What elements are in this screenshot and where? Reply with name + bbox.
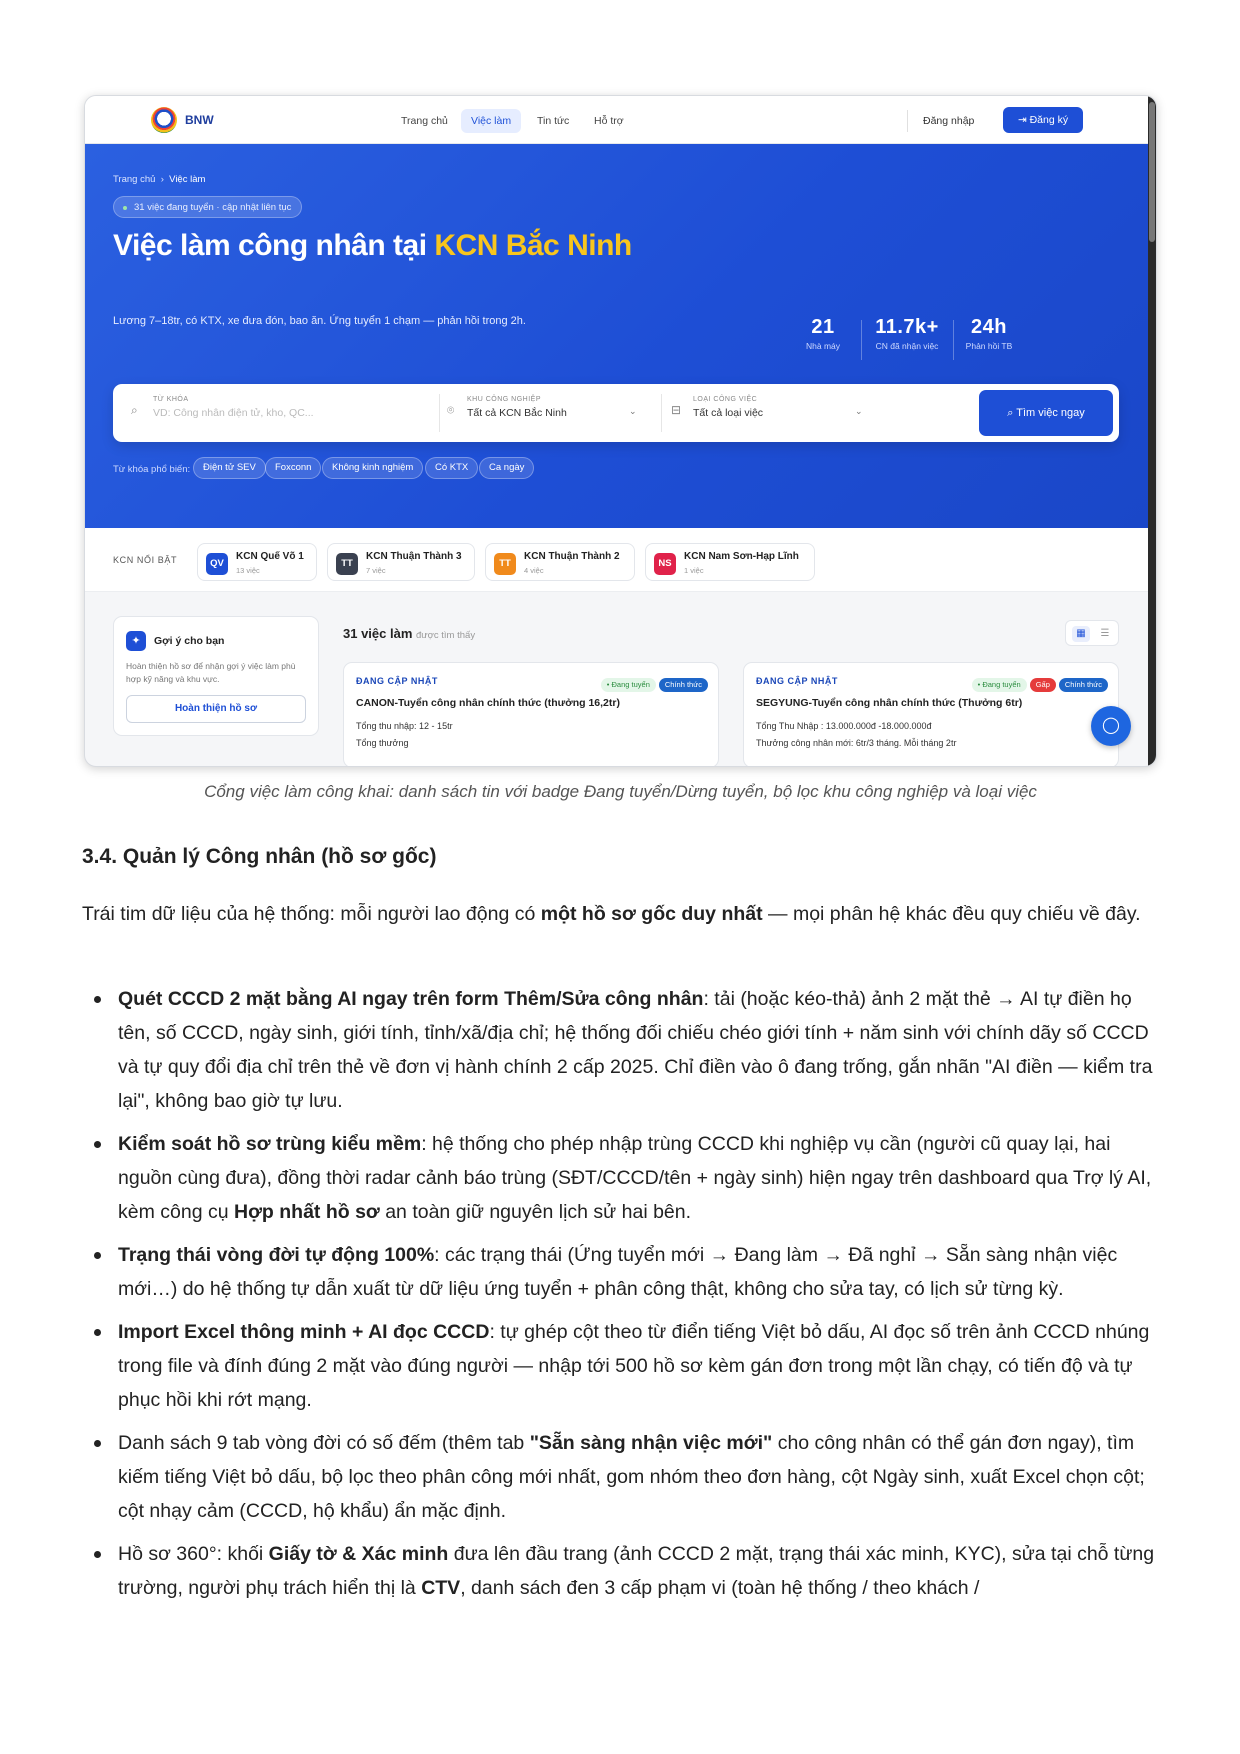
stat-factories-label: Nhà máy: [805, 341, 840, 351]
keyword-chip[interactable]: Ca ngày: [479, 457, 534, 479]
zone-job-count: 7 việc: [366, 566, 386, 575]
zone-job-count: 1 việc: [684, 566, 704, 575]
list-item: [82, 1537, 1166, 1605]
bold-text: Trạng thái vòng đời tự động 100%: [118, 1244, 435, 1266]
hero-title-highlight: KCN Bắc Ninh: [434, 229, 632, 262]
bold-text: một hồ sơ gốc duy nhất: [540, 903, 763, 925]
briefcase-icon: ⊟: [671, 403, 682, 417]
zone-badge: TT: [494, 553, 516, 575]
text-run: : các trạng thái (Ứng tuyển mới → Đang làm → Đã nghỉ → Sẵn sàng nhận việc mới…) do hệ thống tự dẫn xuất từ dữ liệu ứng tuyển + phân công thật, không cho sửa tay, có lịch sử từng kỳ.: [118, 1244, 1118, 1300]
login-arrow-icon: ⇥: [1017, 114, 1030, 126]
breadcrumb-separator: ›: [160, 174, 164, 185]
complete-profile-button[interactable]: Hoàn thiện hồ sơ: [126, 695, 306, 723]
nav-item-support[interactable]: Hỗ trợ: [594, 115, 624, 127]
text-run: : tự ghép cột theo từ điển tiếng Việt bỏ dấu, AI đọc số trên ảnh CCCD nhúng trong file và đính đúng 2 mặt vào đúng người — nhập tới 500 hồ sơ kèm gán đơn trong một lần chạy, có tiến độ và tự phục hồi khi rớt mạng.: [118, 1321, 1150, 1411]
job-title[interactable]: CANON-Tuyển công nhân chính thức (thưởng 16,2tr): [356, 697, 620, 709]
stat-response-label: Phản hồi TB: [965, 341, 1013, 351]
zone-badge: QV: [206, 553, 228, 575]
job-income: Tổng Thu Nhập : 13.000.000đ -18.000.000đ: [756, 721, 932, 731]
zone-card[interactable]: [327, 543, 475, 581]
bold-text: Hợp nhất hồ sơ: [233, 1201, 380, 1223]
text-run: : hệ thống cho phép nhập trùng CCCD khi nghiệp vụ cần (người cũ quay lại, hai nguồn cùng đưa), đồng thời radar cảnh báo trùng (SĐT/CCCD/tên + ngày sinh) hiện ngay trên dashboard qua Trợ lý AI, kèm công cụ: [118, 1133, 1152, 1223]
stat-response: [955, 316, 1023, 351]
job-title[interactable]: SEGYUNG-Tuyển công nhân chính thức (Thưởng 6tr): [756, 697, 1023, 709]
keyword-chip[interactable]: Foxconn: [265, 457, 321, 479]
text-run: Danh sách 9 tab vòng đời có số đếm (thêm tab: [118, 1432, 530, 1454]
zone-card[interactable]: [197, 543, 317, 581]
text-run: : tải (hoặc kéo-thả) ảnh 2 mặt thẻ → AI tự điền họ tên, số CCCD, ngày sinh, giới tính, tỉnh/xã/địa chỉ; hệ thống đối chiếu chéo giới tính + năm sinh với chính dãy số CCCD và tự quy đổi địa chỉ trên thẻ về đơn vị hành chính 2 cấp 2025. Chỉ điền vào ô đang trống, gắn nhãn "AI điền — kiểm tra lại", không bao giờ tự lưu.: [118, 988, 1153, 1112]
featured-zones-label: KCN NỔI BẬT: [113, 555, 178, 565]
search-button-label: Tìm việc ngay: [1016, 407, 1085, 419]
register-button[interactable]: [1003, 107, 1083, 133]
suggestion-title: Gợi ý cho bạn: [154, 635, 225, 647]
section-heading: 3.4. Quản lý Công nhân (hồ sơ gốc): [82, 845, 437, 868]
grid-view-icon[interactable]: ▦: [1072, 626, 1090, 642]
job-tags: [598, 674, 708, 692]
zone-job-count: 13 việc: [236, 566, 260, 575]
zone-select[interactable]: [467, 396, 637, 419]
stat-factories: [791, 316, 855, 351]
status-badge: • Đang tuyển: [972, 678, 1027, 692]
zone-card[interactable]: [485, 543, 635, 581]
job-tags: [969, 674, 1108, 692]
hero-title: [113, 228, 633, 264]
zone-name: KCN Quế Võ 1: [236, 551, 304, 562]
job-update-status: ĐANG CẬP NHẬT: [756, 676, 838, 686]
search-icon: ⌕: [131, 403, 138, 417]
scrollbar[interactable]: [1148, 96, 1156, 767]
text-run: Trái tim dữ liệu của hệ thống: mỗi người lao động có: [82, 903, 541, 925]
keyword-chip[interactable]: Điện tử SEV: [193, 457, 266, 479]
list-item: [82, 1238, 1166, 1306]
brand-logo-icon[interactable]: [151, 107, 177, 133]
breadcrumb-current: Việc làm: [169, 174, 206, 185]
field-divider: [661, 394, 662, 432]
job-card[interactable]: [343, 662, 719, 767]
breadcrumb-home[interactable]: Trang chủ: [113, 174, 156, 185]
job-type-value: Tất cả loại việc: [693, 407, 764, 419]
live-count-pill: 31 việc đang tuyển · cập nhật liên tục: [113, 196, 302, 218]
stat-divider: [861, 320, 862, 360]
screenshot-figure: [84, 95, 1157, 767]
job-update-status: ĐANG CẬP NHẬT: [356, 676, 438, 686]
suggestion-description: Hoàn thiện hồ sơ để nhận gợi ý việc làm phù hợp kỹ năng và khu vực.: [126, 661, 296, 684]
nav-divider: [907, 110, 908, 132]
zone-job-count: 4 việc: [524, 566, 544, 575]
breadcrumb: [113, 174, 205, 185]
scrollbar-thumb[interactable]: [1149, 102, 1155, 242]
bold-text: Giấy tờ & Xác minh: [268, 1543, 449, 1565]
featured-zones: [85, 528, 1150, 592]
chat-bubble-icon[interactable]: ◯: [1091, 706, 1131, 746]
keyword-input[interactable]: VD: Công nhân điện tử, kho, QC...: [153, 407, 314, 419]
keyword-field[interactable]: [153, 396, 433, 419]
stat-response-value: 24h: [971, 316, 1007, 338]
keyword-caption: TỪ KHÓA: [153, 396, 189, 403]
job-income: Tổng thu nhập: 12 - 15tr: [356, 721, 453, 731]
field-divider: [439, 394, 440, 432]
top-nav: [85, 96, 1150, 144]
results-count: [343, 626, 475, 641]
text-run: đưa lên đầu trang (ảnh CCCD 2 mặt, trạng thái xác minh, KYC), sửa tại chỗ từng trường, người phụ trách hiển thị là: [118, 1543, 1155, 1599]
register-label: Đăng ký: [1029, 114, 1069, 126]
urgent-badge: Gấp: [1030, 678, 1056, 692]
feature-list: [82, 982, 1166, 1614]
zone-caption: KHU CÔNG NGHIỆP: [467, 396, 542, 403]
login-link[interactable]: Đăng nhập: [923, 115, 975, 127]
nav-item-jobs[interactable]: Việc làm: [461, 109, 521, 133]
search-jobs-button[interactable]: [979, 390, 1113, 436]
job-card[interactable]: [743, 662, 1119, 767]
text-run: cho công nhân có thể gán đơn ngay), tìm kiếm tiếng Việt bỏ dấu, bộ lọc theo phân công mới nhất, gom nhóm theo đơn hàng, cột Ngày sinh, xuất Excel chọn cột; cột nhạy cảm (CCCD, hộ khẩu) ẩn mặc định.: [118, 1432, 1145, 1522]
chevron-down-icon[interactable]: ⌄: [629, 406, 637, 416]
view-toggle: [1065, 620, 1119, 646]
list-item: [82, 1127, 1166, 1229]
hero-title-prefix: Việc làm công nhân tại: [113, 229, 435, 262]
bold-text: CTV: [421, 1577, 461, 1599]
bold-text: Import Excel thông minh + AI đọc CCCD: [118, 1321, 490, 1343]
job-type-badge: Chính thức: [1059, 678, 1108, 692]
results-count-value: 31 việc làm: [343, 626, 413, 641]
location-pin-icon: ⌾: [447, 403, 455, 417]
stat-divider: [953, 320, 954, 360]
bold-text: "Sẵn sàng nhận việc mới": [529, 1432, 773, 1454]
search-icon: ⌕: [1007, 407, 1017, 419]
hero-banner: [85, 144, 1150, 528]
list-item: [82, 1426, 1166, 1528]
zone-badge: NS: [654, 553, 676, 575]
keyword-chip[interactable]: Có KTX: [425, 457, 478, 479]
text-run: Hồ sơ 360°: khối: [118, 1543, 269, 1565]
brand-name[interactable]: BNW: [185, 113, 214, 127]
zone-name: KCN Thuận Thành 3: [366, 551, 462, 562]
results-count-suffix: được tìm thấy: [416, 630, 476, 641]
job-bonus: Tổng thưởng: [356, 738, 409, 748]
zone-name: KCN Nam Sơn-Hạp Lĩnh: [684, 551, 799, 562]
stat-workers-value: 11.7k+: [875, 316, 939, 338]
text-run: an toàn giữ nguyên lịch sử hai bên.: [379, 1201, 692, 1223]
zone-badge: TT: [336, 553, 358, 575]
list-item: [82, 1315, 1166, 1417]
stat-workers-label: CN đã nhận việc: [875, 341, 939, 351]
sparkle-icon: ✦: [126, 631, 146, 651]
job-type-select[interactable]: [693, 396, 863, 419]
job-bonus: Thưởng công nhân mới: 6tr/3 tháng. Mỗi tháng 2tr: [756, 738, 957, 748]
nav-item-news[interactable]: Tin tức: [537, 115, 570, 127]
bold-text: Quét CCCD 2 mặt bằng AI ngay trên form Thêm/Sửa công nhân: [118, 988, 704, 1010]
list-item: [82, 982, 1166, 1118]
bold-text: Kiểm soát hồ sơ trùng kiểu mềm: [118, 1133, 422, 1155]
intro-paragraph: [82, 897, 1162, 931]
stat-workers: [865, 316, 949, 351]
text-run: — mọi phân hệ khác đều quy chiếu về đây.: [762, 903, 1141, 925]
suggestion-card: [113, 616, 319, 736]
nav-item-home[interactable]: Trang chủ: [401, 115, 448, 127]
list-view-icon[interactable]: ☰: [1100, 628, 1110, 639]
job-type-caption: LOẠI CÔNG VIỆC: [693, 396, 758, 403]
figure-caption: Cổng việc làm công khai: danh sách tin với badge Đang tuyển/Dừng tuyển, bộ lọc khu công nghiệp và loại việc: [204, 782, 1037, 801]
hero-subtitle: Lương 7–18tr, có KTX, xe đưa đón, bao ăn. Ứng tuyển 1 chạm — phản hồi trong 2h.: [113, 315, 526, 327]
popular-keywords-label: Từ khóa phổ biến:: [113, 464, 191, 475]
job-search-bar: [113, 384, 1119, 442]
keyword-chip[interactable]: Không kinh nghiệm: [322, 457, 423, 479]
text-run: , danh sách đen 3 cấp phạm vi (toàn hệ thống / theo khách /: [460, 1577, 980, 1599]
status-badge: • Đang tuyển: [601, 678, 656, 692]
chevron-down-icon[interactable]: ⌄: [855, 406, 863, 416]
zone-card[interactable]: [645, 543, 815, 581]
job-type-badge: Chính thức: [659, 678, 708, 692]
stat-factories-value: 21: [811, 316, 835, 338]
zone-value: Tất cả KCN Bắc Ninh: [467, 407, 567, 419]
zone-name: KCN Thuận Thành 2: [524, 551, 620, 562]
